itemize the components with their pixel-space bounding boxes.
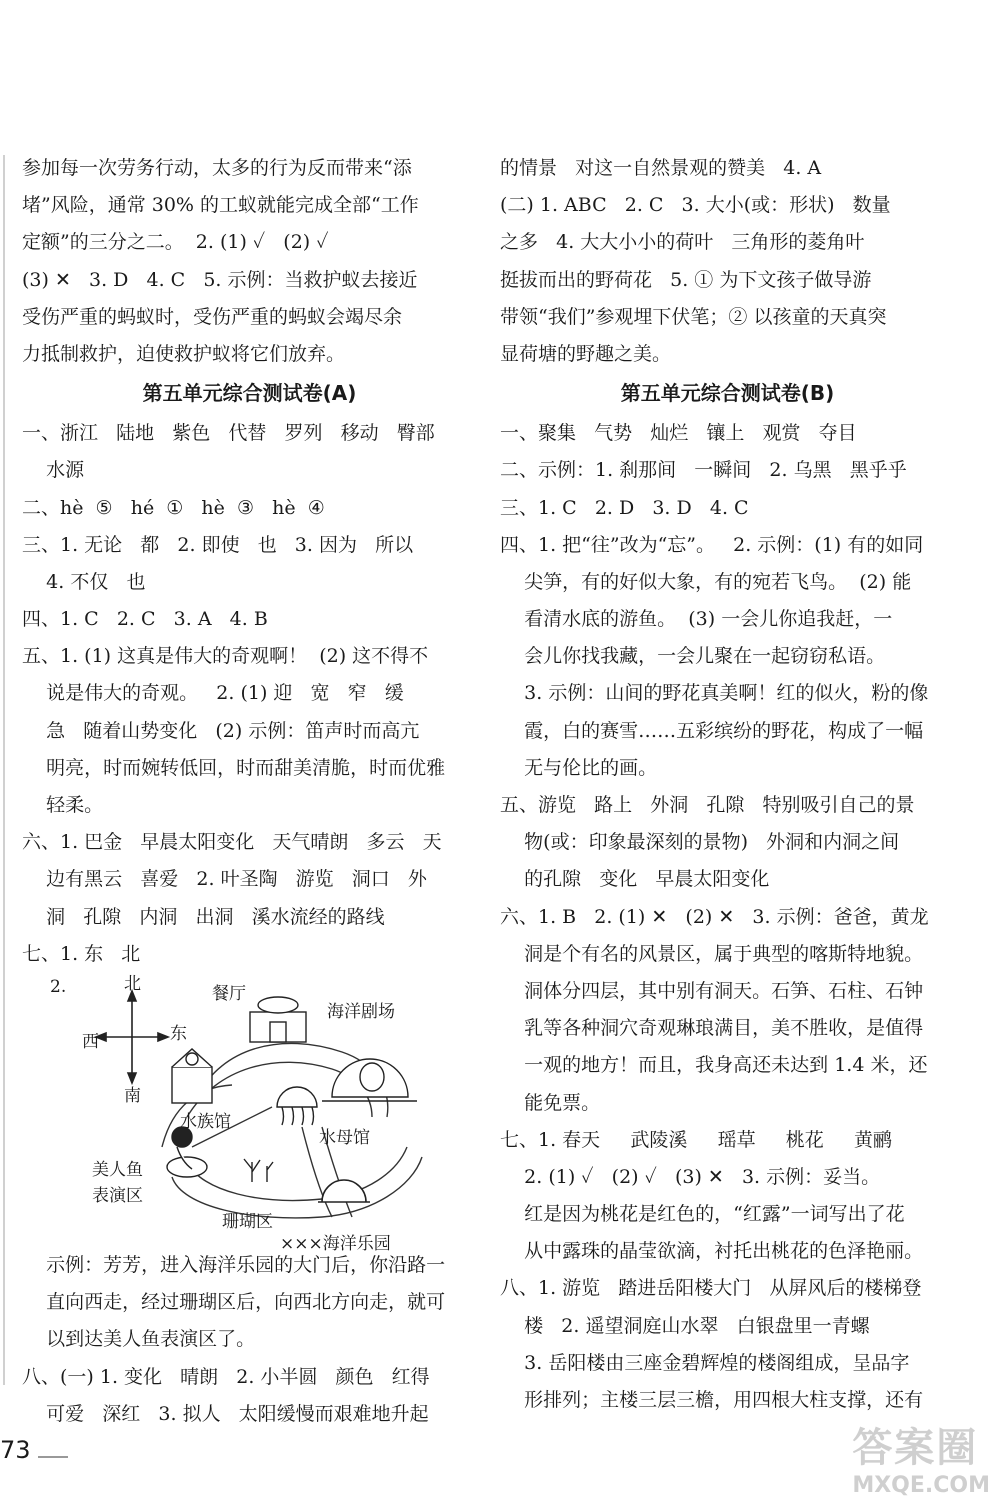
ocean-theater-icon: [322, 1059, 417, 1101]
text-line: 一、聚集 气势 灿烂 镶上 观赏 夺目: [500, 422, 857, 445]
text-line: (3) ✕ 3. D 4. C 5. 示例：当救护蚁去接近: [22, 268, 418, 291]
text-line: 直向西走，经过珊瑚区后，向西北方向走，就可: [22, 1291, 446, 1314]
map-item-number: 2.: [50, 976, 67, 997]
ocean-park-map: [22, 973, 462, 1254]
text-line: 尖笋，有的好似大象，有的宛若飞鸟。 (2) 能: [500, 570, 912, 593]
map-label-park-gate: ×××海洋乐园: [280, 1233, 391, 1254]
section-title-a: 第五单元综合测试卷(A): [142, 381, 357, 406]
text-line: 楼 2. 遥望洞庭山水翠 白银盘里一青螺: [500, 1314, 870, 1337]
aquarium-icon: [172, 1049, 212, 1103]
map-dir-south: 南: [124, 1085, 141, 1106]
canteen-building-icon: [250, 997, 306, 1042]
coral-icon: [244, 1159, 273, 1182]
text-line: 轻柔。: [22, 794, 104, 816]
text-line: 说是伟大的奇观。 2. (1) 迎 宽 窄 缓: [22, 682, 404, 705]
text-line: 之多 4. 大大小小的荷叶 三角形的菱角叶: [500, 231, 865, 254]
text-line: 3. 示例：山间的野花真美啊！红的似火，粉的像: [500, 682, 929, 705]
text-line: 洞体分四层，其中别有洞天。石笋、石柱、石钟: [500, 979, 924, 1002]
text-line: 4. 不仅 也: [22, 570, 146, 593]
text-line: 洞 孔隙 内洞 出洞 溪水流经的路线: [22, 905, 385, 928]
text-line: 参加每一次劳务行动，太多的行为反而带来“添: [22, 157, 412, 179]
text-line: 霞，白的赛雪……五彩缤纷的野花，构成了一幅: [500, 719, 924, 742]
text-line: 力抵制救护，迫使救护蚁将它们放弃。: [22, 342, 346, 365]
binding-margin-line: [3, 155, 5, 1385]
map-label-ocean-theater: 海洋剧场: [327, 1001, 395, 1022]
map-label-mermaid-2: 表演区: [92, 1185, 143, 1206]
text-line: 四、1. C 2. C 3. A 4. B: [22, 608, 268, 631]
text-line: 一、浙江 陆地 紫色 代替 罗列 移动 臀部: [22, 422, 435, 445]
watermark-url: MXQE.COM: [852, 1473, 990, 1498]
text-line: 乳等各种洞穴奇观琳琅满目，美不胜收，是值得: [500, 1017, 924, 1040]
text-line: 八、(一) 1. 变化 晴朗 2. 小半圆 颜色 红得: [22, 1365, 430, 1388]
right-pre-text: [500, 150, 955, 373]
text-line: 挺拔而出的野荷花 5. ① 为下文孩子做导游: [500, 268, 872, 291]
map-drawing: [22, 977, 462, 1237]
text-line: 明亮，时而婉转低回，时而甜美清脆，时而优雅: [22, 756, 446, 779]
text-line: 六、1. 巴金 早晨太阳变化 天气晴朗 多云 天: [22, 831, 442, 854]
text-line: 水源: [22, 459, 85, 482]
text-line: 以到达美人鱼表演区了。: [22, 1328, 256, 1351]
map-label-canteen: 餐厅: [212, 983, 246, 1004]
text-line: 二、示例：1. 刹那间 一瞬间 2. 乌黑 黑乎乎: [500, 459, 907, 482]
text-line: 看清水底的游鱼。 (3) 一会儿你追我赶，一: [500, 608, 893, 631]
text-line: 的孔隙 变化 早晨太阳变化: [500, 868, 770, 891]
test-b-answers: [500, 415, 955, 1419]
text-line: 六、1. B 2. (1) ✕ (2) ✕ 3. 示例：爸爸，黄龙: [500, 905, 929, 928]
text-line: 一观的地方！而且，我身高还未达到 1.4 米，还: [500, 1054, 928, 1077]
park-gate-icon: [318, 1180, 370, 1202]
text-line: 会儿你找我藏，一会儿聚在一起窃窃私语。: [500, 645, 886, 668]
text-line: 形排列；主楼三层三檐，用四根大柱支撑，还有: [500, 1389, 924, 1411]
text-line: 八、1. 游览 踏进岳阳楼大门 从屏风后的楼梯登: [500, 1277, 922, 1300]
text-line: 示例：芳芳，进入海洋乐园的大门后，你沿路一: [22, 1253, 446, 1276]
test-a-answers: [22, 415, 477, 973]
compass-icon: [96, 991, 168, 1083]
text-line: 二、hè ⑤ hé ① hè ③ hè ④: [22, 496, 325, 519]
text-line: (二) 1. ABC 2. C 3. 大小(或：形状) 数量: [500, 194, 891, 217]
text-line: 三、1. 无论 都 2. 即使 也 3. 因为 所以: [22, 533, 414, 556]
text-line: 从中露珠的晶莹欲滴，衬托出桃花的色泽艳丽。: [500, 1240, 924, 1263]
jellyfish-hall-icon: [277, 1087, 317, 1125]
text-line: 边有黑云 喜爱 2. 叶圣陶 游览 洞口 外: [22, 868, 427, 891]
text-line: 洞是个有名的风景区，属于典型的喀斯特地貌。: [500, 942, 924, 965]
text-line: 受伤严重的蚂蚁时，受伤严重的蚂蚁会竭尽余: [22, 305, 403, 328]
text-line: 可爱 深红 3. 拟人 太阳缓慢而艰难地升起: [22, 1402, 429, 1425]
section-title-b: 第五单元综合测试卷(B): [620, 381, 835, 406]
text-line: 四、1. 把“往”改为“忘”。 2. 示例：(1) 有的如同: [500, 533, 924, 556]
left-pre-text: [22, 150, 477, 373]
map-label-coral: 珊瑚区: [222, 1211, 273, 1232]
test-a-answers-cont: [22, 1247, 477, 1433]
text-line: 显荷塘的野趣之美。: [500, 342, 672, 365]
watermark-logo: [852, 1416, 990, 1498]
text-line: 的情景 对这一自然景观的赞美 4. A: [500, 157, 822, 179]
right-column: [500, 150, 955, 1419]
text-line: 五、1. (1) 这真是伟大的奇观啊！ (2) 这不得不: [22, 645, 429, 668]
mermaid-icon: [167, 1127, 207, 1177]
left-column: [22, 150, 477, 1433]
text-line: 红是因为桃花是红色的，“红露”一词写出了花: [500, 1203, 905, 1226]
text-line: 三、1. C 2. D 3. D 4. C: [500, 496, 749, 519]
text-line: 五、游览 路上 外洞 孔隙 特别吸引自己的景: [500, 794, 915, 816]
text-line: 3. 岳阳楼由三座金碧辉煌的楼阁组成，呈品字: [500, 1351, 910, 1374]
page-number: 73: [0, 1436, 31, 1464]
watermark-text: 答案圈: [852, 1425, 979, 1471]
page-number-rule: [38, 1456, 68, 1458]
text-line: 物(或：印象最深刻的景物) 外洞和内洞之间: [500, 831, 900, 854]
text-line: 堵”风险，通常 30% 的工蚁就能完成全部“工作: [22, 194, 419, 217]
text-line: 2. (1) ✓ (2) ✓ (3) ✕ 3. 示例：妥当。: [500, 1165, 881, 1188]
text-line: 七、1. 东 北: [22, 942, 141, 965]
map-dir-west: 西: [82, 1031, 99, 1052]
map-dir-east: 东: [170, 1023, 187, 1044]
text-line: 七、1. 春天 武陵溪 瑶草 桃花 黄鹂: [500, 1128, 892, 1151]
map-label-aquarium: 水族馆: [180, 1111, 231, 1132]
map-dir-north: 北: [124, 973, 141, 994]
text-line: 能免票。: [500, 1091, 601, 1114]
text-line: 急 随着山势变化 (2) 示例：笛声时而高亢: [22, 719, 420, 742]
map-label-mermaid-1: 美人鱼: [92, 1159, 143, 1180]
text-line: 带领“我们”参观埋下伏笔；② 以孩童的天真突: [500, 305, 887, 328]
text-line: 定额”的三分之二。 2. (1) ✓ (2) ✓: [22, 231, 329, 254]
text-line: 无与伦比的画。: [500, 756, 658, 779]
map-label-jellyfish-hall: 水母馆: [319, 1127, 370, 1148]
